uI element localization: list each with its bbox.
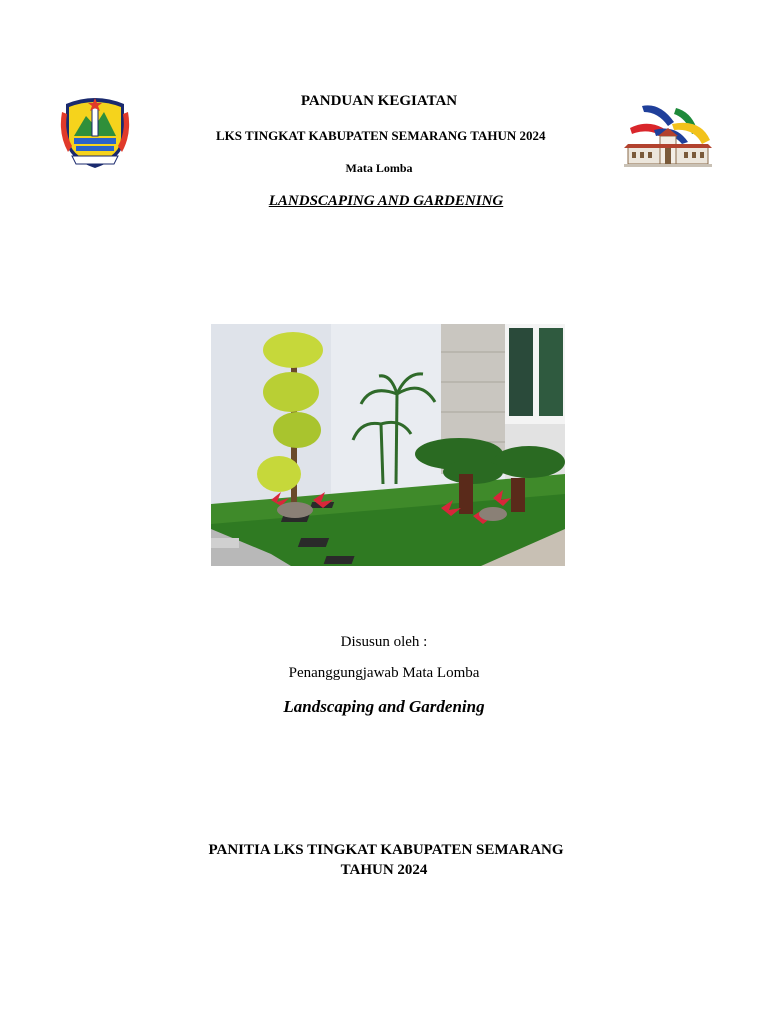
competition-name: LANDSCAPING AND GARDENING [268,193,504,209]
garden-landscape-photo [211,324,565,566]
document-year: TAHUN 2024 [340,862,428,878]
document-subtitle: LKS TINGKAT KABUPATEN SEMARANG TAHUN 2024 [216,128,546,143]
mata-lomba-label: Mata Lomba [345,161,413,175]
competition-name-italic: Landscaping and Gardening [283,697,485,716]
compiled-by-label: Disusun oleh : [340,634,428,650]
responsible-person-label: Penanggungjawab Mata Lomba [288,665,480,681]
document-title: PANDUAN KEGIATAN [300,93,458,109]
committee-name: PANITIA LKS TINGKAT KABUPATEN SEMARANG [208,842,564,858]
